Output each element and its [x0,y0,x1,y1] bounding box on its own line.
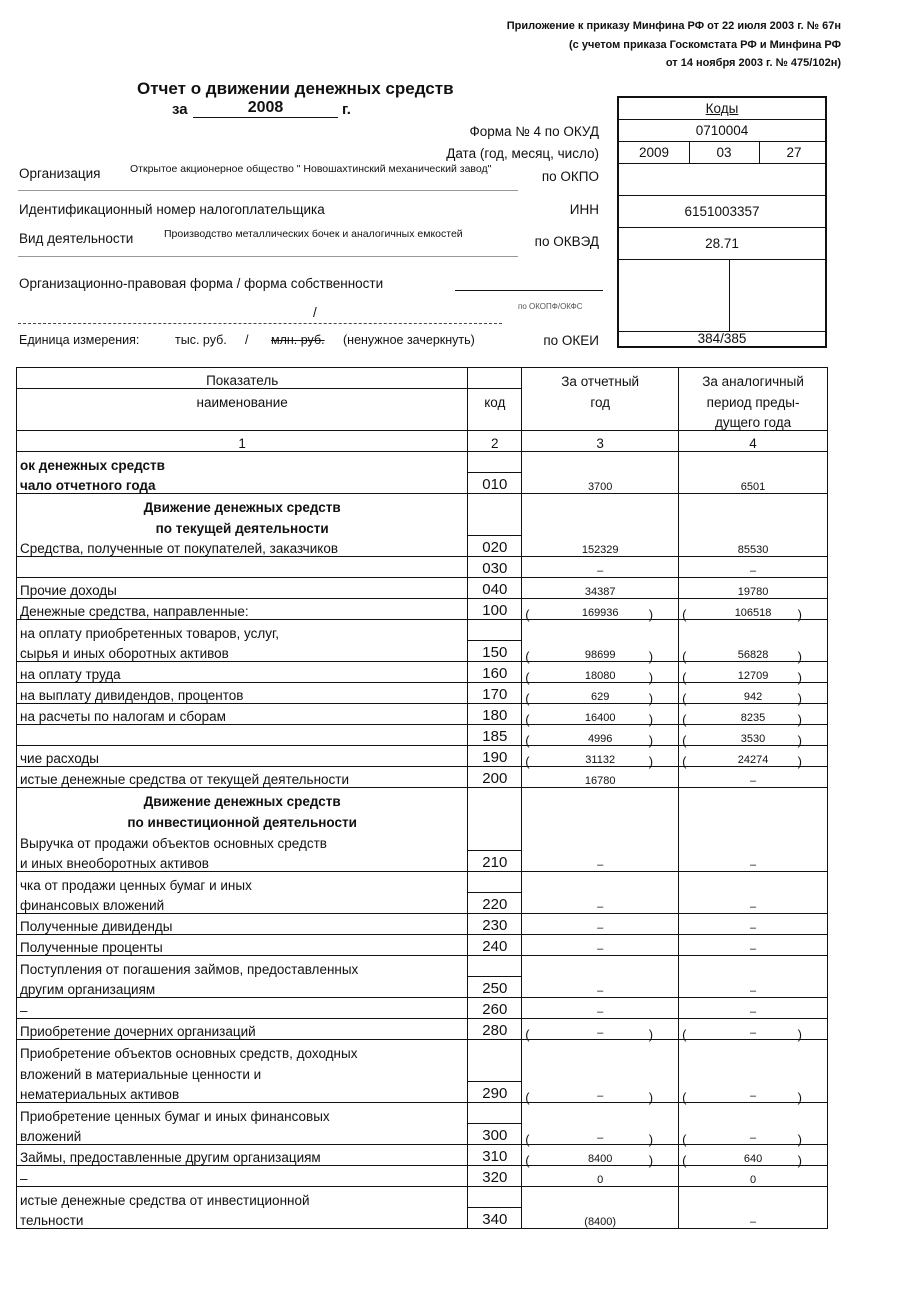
org-label: Организация [19,166,101,181]
row-value-previous-text: ( 942 ) [682,691,824,703]
table-head-row [17,368,828,389]
row-code: 010 [468,473,522,494]
row-value-previous [679,641,828,662]
row-value-previous-text: ( 24274 ) [682,754,824,766]
row-value-current-text: ( 4996 ) [525,733,675,745]
row-code: 280 [468,1019,522,1040]
row-code [468,1103,522,1124]
row-name: Займы, предоставленные другим организациям [17,1145,468,1166]
row-value-previous-text: ( 12709 ) [682,670,824,682]
col3-header: За отчетный [522,368,679,389]
row-value-previous [679,1061,828,1082]
row-code: 300 [468,1124,522,1145]
row-value-previous-text: ( 3530 ) [682,733,824,745]
row-value-current-text: ( 169936 ) [525,607,675,619]
row-value-previous-text: ( – ) [682,1027,824,1039]
col4-subheader2: дущего года [679,410,828,431]
row-name: Денежные средства, направленные: [17,599,468,620]
row-value-previous [679,1103,828,1124]
row-code: 020 [468,536,522,557]
row-value-previous: – [679,893,828,914]
row-value-previous [679,746,828,767]
report-title: Отчет о движении денежных средств [137,79,454,98]
row-value-current: 152329 [522,536,679,557]
table-row [17,578,828,599]
inn-caption: Идентификационный номер налогоплательщика [19,202,325,217]
row-value-previous-text: ( – ) [682,1132,824,1144]
form-label: Форма № 4 по ОКУД [469,124,599,139]
row-code: 260 [468,998,522,1019]
row-value-previous: 6501 [679,473,828,494]
row-value-previous [679,1082,828,1103]
row-value-previous: 0 [679,1166,828,1187]
okei-code: 384/385 [697,331,747,346]
table-number-row [17,431,828,452]
row-value-current [522,452,679,473]
row-value-previous: – [679,998,828,1019]
okud-code: 0710004 [619,120,825,142]
date-day: 27 [786,145,802,160]
activity-label: Вид деятельности [19,231,134,246]
row-name: истые денежные средства от текущей деятельности [17,767,468,788]
row-code: 040 [468,578,522,599]
row-name: на расчеты по налогам и сборам [17,704,468,725]
row-value-current: (8400) [522,1208,679,1229]
col4-header: За аналогичный [679,368,828,389]
row-value-current [522,1061,679,1082]
okpo-code [619,164,825,196]
col3-number: 3 [522,431,679,452]
row-value-current: – [522,977,679,998]
row-name: по инвестиционной деятельности [17,809,468,830]
table-row [17,683,828,704]
row-code [468,830,522,851]
row-name: сырья и иных оборотных активов [17,641,468,662]
col4-number: 4 [679,431,828,452]
row-name [17,725,468,746]
row-name: нематериальных активов [17,1082,468,1103]
order-note-line1: Приложение к приказу Минфина РФ от 22 июля 2003 г. № 67н [506,20,841,32]
row-name: чие расходы [17,746,468,767]
table-row [17,1040,828,1061]
row-value-current-text: ( – ) [525,1027,675,1039]
row-value-current: 34387 [522,578,679,599]
row-code: 320 [468,1166,522,1187]
table-subhead-row [17,389,828,410]
activity-value: Производство металлических бочек и аналогичных емкостей [164,228,463,240]
row-value-previous: – [679,557,828,578]
row-name: Полученные проценты [17,935,468,956]
row-name: – [17,1166,468,1187]
row-name: Полученные дивиденды [17,914,468,935]
row-name: на оплату приобретенных товаров, услуг, [17,620,468,641]
row-value-previous: – [679,977,828,998]
row-value-current: – [522,557,679,578]
row-value-current [522,725,679,746]
row-value-current-text: ( 16400 ) [525,712,675,724]
row-value-previous [679,620,828,641]
row-name: Прочие доходы [17,578,468,599]
row-value-previous-text: ( 56828 ) [682,649,824,661]
table-row [17,767,828,788]
row-value-current [522,683,679,704]
row-code [468,1187,522,1208]
row-code [468,620,522,641]
row-name: Средства, полученные от покупателей, заказчиков [17,536,468,557]
row-name: и иных внеоборотных активов [17,851,468,872]
legal-form-line [455,290,603,291]
row-value-previous [679,683,828,704]
row-name: Выручка от продажи объектов основных средств [17,830,468,851]
table-row [17,1082,828,1103]
row-value-previous-text: ( 8235 ) [682,712,824,724]
unit-mln: млн. руб. [271,333,325,347]
row-value-previous [679,725,828,746]
table-row [17,977,828,998]
table-row [17,935,828,956]
inn-code: 6151003357 [619,196,825,228]
table-row [17,809,828,830]
date-code-row [619,142,825,164]
unit-thous: тыс. руб. [175,333,227,347]
col1-subheader: наименование [17,389,468,410]
row-value-current [522,788,679,809]
okved-label: по ОКВЭД [534,234,599,249]
row-name: чало отчетного года [17,473,468,494]
period-suffix: г. [342,101,351,118]
row-value-previous-text: ( 106518 ) [682,607,824,619]
row-code: 170 [468,683,522,704]
row-value-current [522,494,679,515]
col3-subheader: год [522,389,679,410]
table-row [17,473,828,494]
row-name: Приобретение объектов основных средств, доходных [17,1040,468,1061]
row-code: 030 [468,557,522,578]
row-value-current [522,620,679,641]
row-code [468,1040,522,1061]
row-name: вложений [17,1124,468,1145]
row-code: 240 [468,935,522,956]
table-row [17,788,828,809]
row-value-previous [679,809,828,830]
row-value-previous [679,872,828,893]
col1-header: Показатель [17,368,468,389]
row-value-current [522,1103,679,1124]
okopf-label: по ОКОПФ/ОКФС [518,302,583,311]
row-value-current-text: ( 98699 ) [525,649,675,661]
col1-number: 1 [17,431,468,452]
row-value-previous [679,1040,828,1061]
row-value-previous [679,1145,828,1166]
row-value-current [522,1124,679,1145]
row-code: 310 [468,1145,522,1166]
row-value-previous [679,452,828,473]
date-label: Дата (год, месяц, число) [446,146,599,161]
row-value-previous [679,515,828,536]
row-name: на оплату труда [17,662,468,683]
row-value-previous: – [679,914,828,935]
table-row [17,872,828,893]
row-value-current: – [522,935,679,956]
row-value-current [522,1040,679,1061]
codes-header: Коды [619,98,825,120]
row-value-previous [679,956,828,977]
activity-underline [18,256,518,257]
period-year: 2008 [193,99,338,118]
row-value-previous [679,662,828,683]
row-code: 180 [468,704,522,725]
row-name: Движение денежных средств [17,494,468,515]
col2-subheader: код [468,389,522,410]
row-code: 185 [468,725,522,746]
table-row [17,1019,828,1040]
table-row [17,1166,828,1187]
row-code: 340 [468,1208,522,1229]
row-name [17,557,468,578]
row-code [468,494,522,515]
table-row [17,746,828,767]
row-value-previous: – [679,767,828,788]
row-value-current [522,1082,679,1103]
row-value-current [522,599,679,620]
table-row [17,452,828,473]
cash-flow-table [16,367,828,1229]
row-value-current-text: ( 629 ) [525,691,675,703]
unit-slash: / [245,333,249,347]
row-value-previous: 19780 [679,578,828,599]
okpo-label: по ОКПО [541,169,599,184]
row-value-current: – [522,914,679,935]
date-year: 2009 [638,145,670,160]
row-code: 160 [468,662,522,683]
table-row [17,725,828,746]
row-value-previous: – [679,935,828,956]
order-note-line3: от 14 ноября 2003 г. № 475/102н) [665,57,841,69]
okei-label: по ОКЕИ [543,333,599,348]
period-prefix: за [172,101,188,118]
row-value-previous: 85530 [679,536,828,557]
row-name: чка от продажи ценных бумаг и иных [17,872,468,893]
row-name: – [17,998,468,1019]
row-name: другим организациям [17,977,468,998]
org-value: Открытое акционерное общество " Новошахтинский механический завод" [130,163,492,175]
table-row [17,536,828,557]
okopf-code-row [619,260,825,332]
row-name: Движение денежных средств [17,788,468,809]
row-value-current [522,746,679,767]
row-value-previous [679,599,828,620]
table-row [17,557,828,578]
row-value-current: 0 [522,1166,679,1187]
row-code: 190 [468,746,522,767]
table-row [17,1187,828,1208]
row-value-current: 16780 [522,767,679,788]
table-row [17,662,828,683]
table-row [17,830,828,851]
row-value-current: 3700 [522,473,679,494]
row-value-current-text: ( – ) [525,1090,675,1102]
legal-form-slash: / [313,305,317,320]
row-value-current: – [522,893,679,914]
unit-label: Единица измерения: [19,333,140,347]
row-code: 250 [468,977,522,998]
row-value-current-text: ( 31132 ) [525,754,675,766]
row-value-previous [679,1124,828,1145]
row-name: на выплату дивидендов, процентов [17,683,468,704]
row-code: 150 [468,641,522,662]
row-value-current [522,956,679,977]
table-row [17,893,828,914]
row-value-current [522,515,679,536]
table-row [17,1145,828,1166]
row-code [468,515,522,536]
col2-number: 2 [468,431,522,452]
table-row [17,1124,828,1145]
row-value-previous [679,1187,828,1208]
row-name: Приобретение дочерних организаций [17,1019,468,1040]
table-subhead-row2 [17,410,828,431]
row-code: 100 [468,599,522,620]
row-value-current [522,641,679,662]
row-code: 290 [468,1082,522,1103]
org-underline [18,190,518,191]
table-row [17,914,828,935]
table-row [17,1103,828,1124]
row-code [468,956,522,977]
table-row [17,998,828,1019]
row-value-previous [679,494,828,515]
legal-form-label: Организационно-правовая форма / форма собственности [19,276,384,291]
row-value-current [522,1019,679,1040]
row-name: по текущей деятельности [17,515,468,536]
table-row [17,494,828,515]
row-value-previous [679,830,828,851]
table-row [17,704,828,725]
row-name: Приобретение ценных бумаг и иных финансовых [17,1103,468,1124]
row-name: вложений в материальные ценности и [17,1061,468,1082]
row-value-current [522,662,679,683]
row-value-previous [679,1019,828,1040]
row-value-current: – [522,851,679,872]
order-note-line2: (с учетом приказа Госкомстата РФ и Минфина РФ [568,39,841,51]
codes-box [617,96,827,348]
row-code: 200 [468,767,522,788]
row-value-current [522,1187,679,1208]
row-value-current-text: ( 18080 ) [525,670,675,682]
row-value-previous [679,704,828,725]
row-value-previous-text: ( 640 ) [682,1153,824,1165]
row-code [468,809,522,830]
row-code [468,1061,522,1082]
row-value-current [522,830,679,851]
okved-code: 28.71 [619,228,825,260]
row-value-previous: – [679,1208,828,1229]
col4-subheader: период преды- [679,389,828,410]
table-row [17,515,828,536]
date-month: 03 [716,145,732,160]
row-value-current [522,704,679,725]
row-value-current [522,809,679,830]
row-value-current-text: ( 8400 ) [525,1153,675,1165]
row-name: истые денежные средства от инвестиционной [17,1187,468,1208]
row-value-current-text: ( – ) [525,1132,675,1144]
row-value-current [522,872,679,893]
table-row [17,956,828,977]
row-name: Поступления от погашения займов, предоставленных [17,956,468,977]
row-name: ок денежных средств [17,452,468,473]
table-row [17,1208,828,1229]
row-code: 220 [468,893,522,914]
row-name: финансовых вложений [17,893,468,914]
row-code [468,872,522,893]
legal-form-underline [18,323,502,324]
row-name: тельности [17,1208,468,1229]
row-code [468,452,522,473]
row-value-current: – [522,998,679,1019]
table-row [17,620,828,641]
row-value-current [522,1145,679,1166]
table-row [17,851,828,872]
row-code [468,788,522,809]
row-value-previous-text: ( – ) [682,1090,824,1102]
table-row [17,599,828,620]
unit-note: (ненужное зачеркнуть) [343,333,475,347]
row-code: 210 [468,851,522,872]
row-code: 230 [468,914,522,935]
row-value-previous [679,788,828,809]
table-row [17,641,828,662]
table-row [17,1061,828,1082]
row-value-previous: – [679,851,828,872]
inn-label: ИНН [569,202,599,217]
